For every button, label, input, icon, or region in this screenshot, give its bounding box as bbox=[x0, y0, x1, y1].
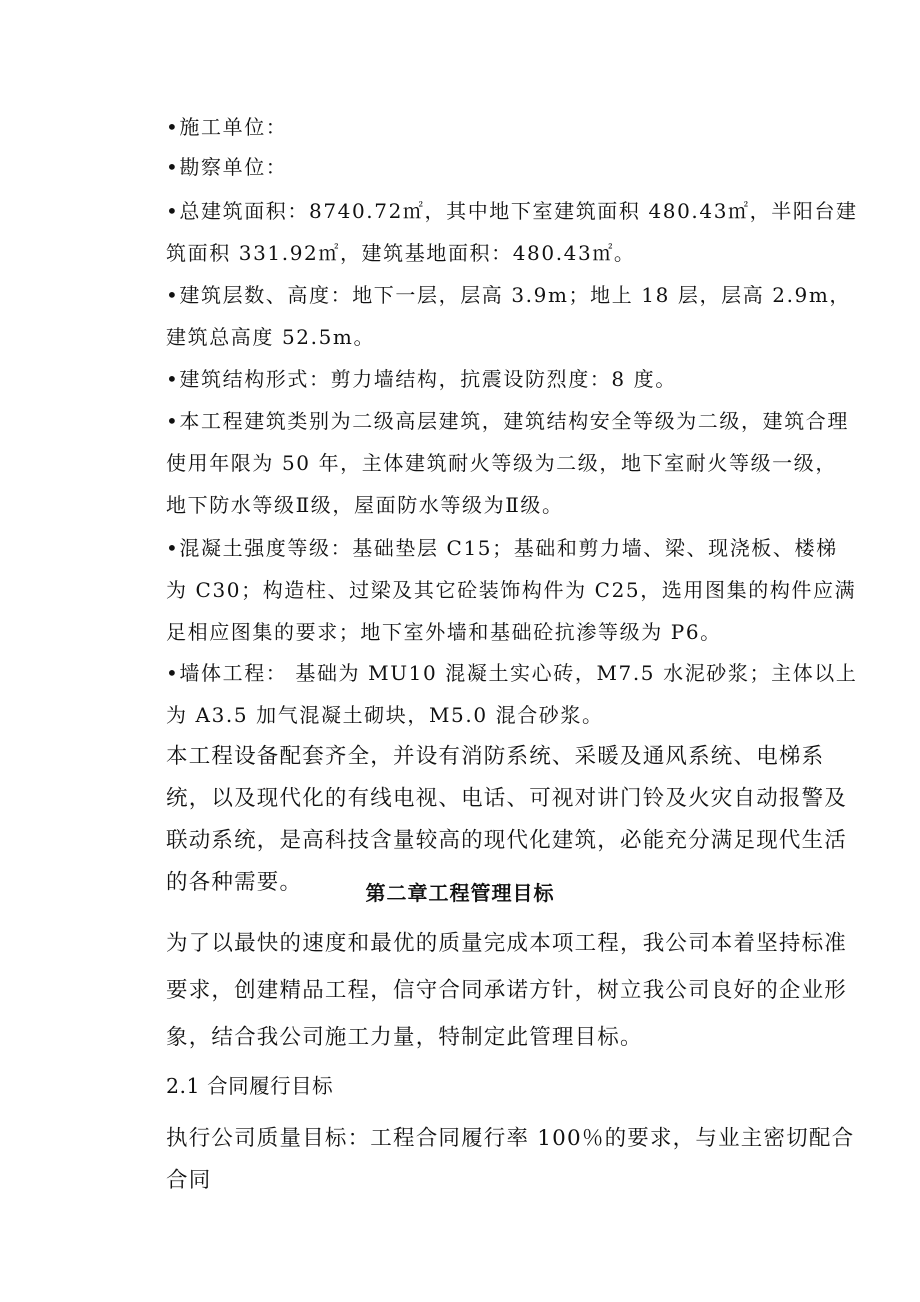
bullet-floors-height: •建筑层数、高度：地下一层，层高 3.9m；地上 18 层，层高 2.9m，建筑总高度 52.5m。 bbox=[166, 283, 852, 349]
bullet-total-area: •总建筑面积：8740.72㎡，其中地下室建筑面积 480.43㎡，半阳台建筑面积 331.92㎡，建筑基地面积：480.43㎡。 bbox=[166, 199, 858, 265]
bullet-structure-form: •建筑结构形式：剪力墙结构，抗震设防烈度：8 度。 bbox=[166, 367, 677, 391]
bullet-wall-works: •墙体工程： 基础为 MU10 混凝土实心砖，M7.5 水泥砂浆；主体以上为 A3.5 加气混凝土砌块，M5.0 混合砂浆。 bbox=[166, 661, 858, 727]
bullet-building-class: •本工程建筑类别为二级高层建筑，建筑结构安全等级为二级，建筑合理使用年限为 50 年，主体建筑耐火等级为二级，地下室耐火等级一级，地下防水等级Ⅱ级，屋面防水等级为Ⅱ级。 bbox=[166, 409, 849, 517]
bullet-construction-unit: •施工单位： bbox=[166, 115, 288, 139]
chapter-title: 第二章工程管理目标 bbox=[365, 881, 555, 905]
section-text: 执行公司质量目标：工程合同履行率 100％的要求，与业主密切配合合同 bbox=[166, 1126, 855, 1193]
chapter-intro: 为了以最快的速度和最优的质量完成本项工程，我公司本着坚持标准要求，创建精品工程，信守合同承诺方针，树立我公司良好的企业形象，结合我公司施工力量，特制定此管理目标。 bbox=[166, 931, 848, 1050]
summary-paragraph: 本工程设备配套齐全，并设有消防系统、采暖及通风系统、电梯系统，以及现代化的有线电视、电话、可视对讲门铃及火灾自动报警及联动系统，是高科技含量较高的现代化建筑，必能充分满足现代生活的各种需要。 bbox=[166, 744, 848, 895]
bullet-concrete-grade: •混凝土强度等级：基础垫层 C15；基础和剪力墙、梁、现浇板、楼梯为 C30；构造柱、过梁及其它砼装饰构件为 C25，选用图集的构件应满足相应图集的要求；地下室外墙和基础砼抗渗等级为 P6。 bbox=[166, 536, 857, 644]
section-title: 2.1 合同履行目标 bbox=[166, 1074, 334, 1098]
bullet-survey-unit: •勘察单位： bbox=[166, 155, 288, 179]
